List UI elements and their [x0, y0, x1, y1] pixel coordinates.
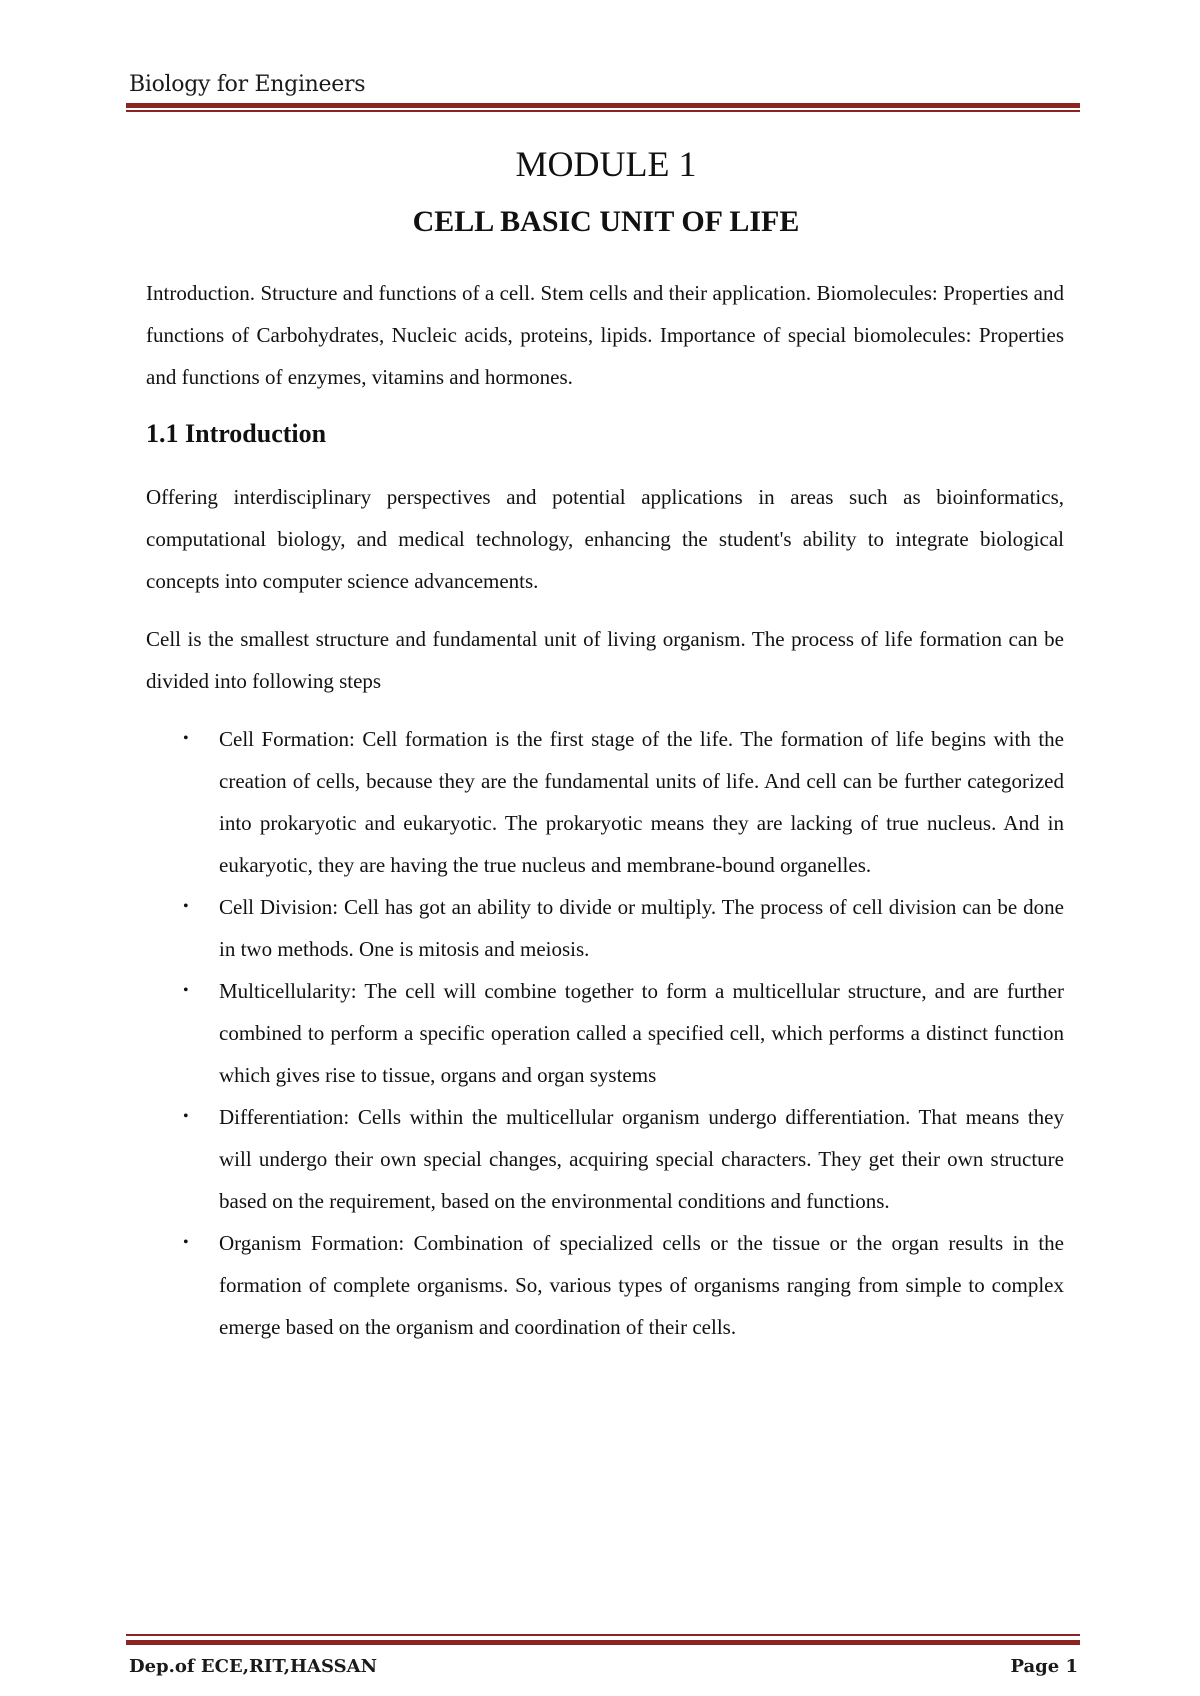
running-header: Biology for Engineers: [129, 72, 366, 97]
bullet-icon: •: [183, 1108, 189, 1125]
body-content: [146, 272, 1064, 1348]
list-item: [146, 886, 1064, 970]
list-item: [146, 718, 1064, 886]
intro-paragraph-2: Cell is the smallest structure and fundamental unit of living organism. The process of life formation can be divided into following steps: [146, 627, 1064, 693]
header-rule-thin: [126, 110, 1080, 112]
section-heading: 1.1 Introduction: [146, 419, 327, 448]
list-item-text: Organism Formation: Combination of specialized cells or the tissue or the organ results in the formation of complete organisms. So, various types of organisms ranging from simple to complex emerge based on the organism and coordination of their cells.: [219, 1231, 1064, 1339]
intro-paragraph-1: Offering interdisciplinary perspectives and potential applications in areas such as bioinformatics, computational biology, and medical technology, enhancing the student's ability to integrate biological concepts into computer science advancements.: [146, 485, 1064, 593]
life-formation-steps-list: [146, 718, 1064, 1348]
list-item: [146, 1096, 1064, 1222]
footer-rule-thin: [126, 1634, 1080, 1636]
list-item-text: Cell Division: Cell has got an ability to divide or multiply. The process of cell division can be done in two methods. One is mitosis and meiosis.: [219, 895, 1064, 961]
module-title: CELL BASIC UNIT OF LIFE: [412, 205, 800, 238]
list-item-text: Cell Formation: Cell formation is the first stage of the life. The formation of life begins with the creation of cells, because they are the fundamental units of life. And cell can be further categorized into prokaryotic and eukaryotic. The prokaryotic means they are lacking of true nucleus. And in eukaryotic, they are having the true nucleus and membrane-bound organelles.: [219, 727, 1064, 877]
bullet-icon: •: [183, 982, 189, 999]
bullet-icon: •: [183, 898, 189, 915]
header-rule-thick: [126, 103, 1080, 108]
footer-rule-thick: [126, 1640, 1080, 1645]
bullet-icon: •: [183, 730, 189, 747]
bullet-icon: •: [183, 1234, 189, 1251]
list-item-text: Differentiation: Cells within the multicellular organism undergo differentiation. That means they will undergo their own special changes, acquiring special characters. They get their own structure based on the requirement, based on the environmental conditions and functions.: [219, 1105, 1064, 1213]
module-number: MODULE 1: [515, 144, 697, 184]
syllabus-paragraph: Introduction. Structure and functions of a cell. Stem cells and their application. Biomolecules: Properties and functions of Carbohydrates, Nucleic acids, proteins, lipids. Importance of special biomolecules: Properties and functions of enzymes, vitamins and hormones.: [146, 281, 1064, 389]
list-item: [146, 1222, 1064, 1348]
list-item-text: Multicellularity: The cell will combine together to form a multicellular structure, and are further combined to perform a specific operation called a specified cell, which performs a distinct function which gives rise to tissue, organs and organ systems: [219, 979, 1064, 1087]
list-item: [146, 970, 1064, 1096]
footer-department: Dep.of ECE,RIT,HASSAN: [129, 1656, 378, 1677]
footer-page-number: Page 1: [1010, 1656, 1078, 1677]
